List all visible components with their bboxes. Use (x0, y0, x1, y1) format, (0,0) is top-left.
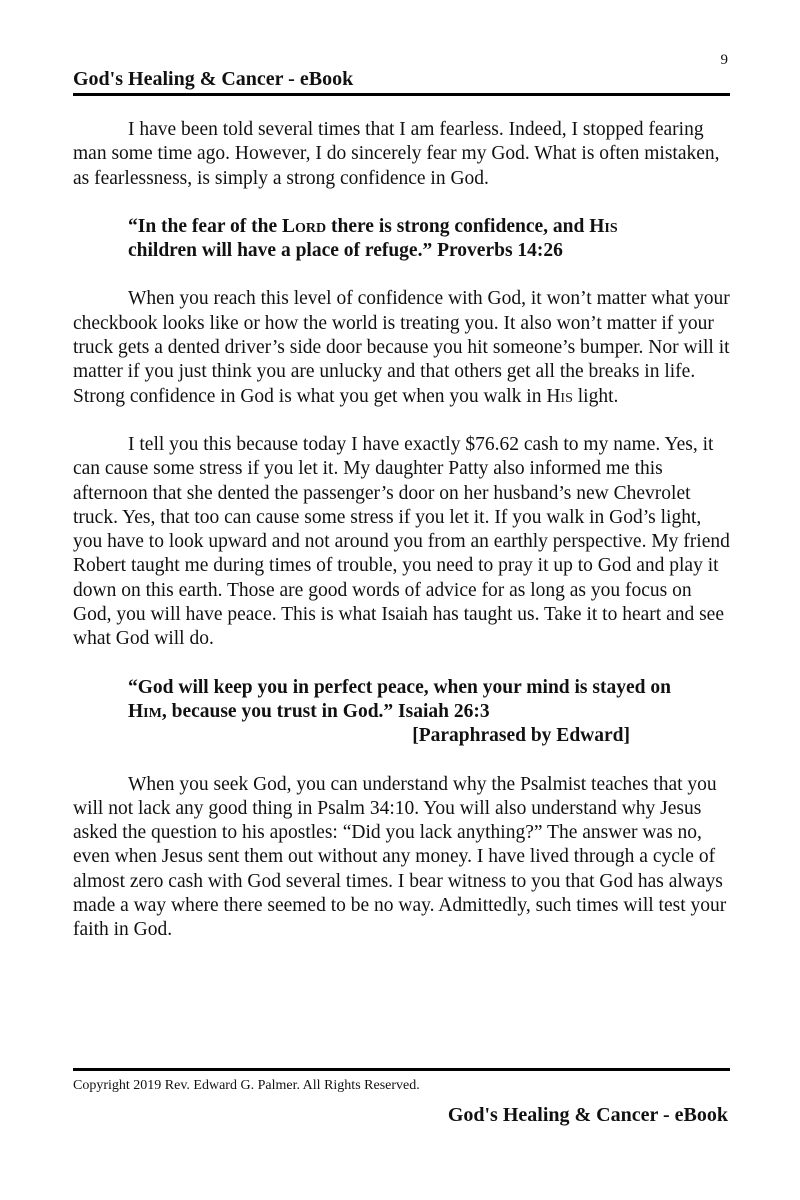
quote-proverbs-part3: children will have a place of refuge.” Proverbs 14:26 (128, 240, 563, 262)
quote-proverbs-part1: “In the fear of the (128, 215, 282, 237)
footer-divider (73, 1068, 730, 1071)
paragraph-confidence-part2: light. (572, 385, 619, 407)
paragraph-seek-god: When you seek God, you can understand why the Psalmist teaches that you will not lack any good thing in Psalm 34:10. You will also understand why Jesus asked the question to his apostles: “Did you lack anything?” The answer was no, even when Jesus sent them out without any money. I have lived through a cycle of almost zero cash with God several times. I bear witness to you that God has always made a way where there seemed to be no way. Admittedly, such times will test your faith in God. (73, 773, 727, 941)
quote-isaiah-part2: , because you trust in God.” Isaiah 26:3 (161, 700, 490, 722)
paragraph-confidence-part1: When you reach this level of confidence with God, it won’t matter what your checkbook looks like or how the world is treating you. It also won’t matter if your truck gets a dented driver’s side door because you hit someone’s bumper. Nor will it matter if you just think you are unlucky and that others get all the breaks in life. Strong confidence in God is what you get when you walk in (73, 288, 730, 407)
header-title: God's Healing & Cancer - eBook (73, 68, 354, 90)
page-content (73, 118, 730, 967)
quote-proverbs-lord: Lord (282, 215, 327, 237)
header-divider (73, 93, 730, 96)
footer-title: God's Healing & Cancer - eBook (447, 1104, 728, 1126)
quote-isaiah (73, 676, 730, 749)
quote-isaiah-attribution: [Paraphrased by Edward] (412, 725, 630, 747)
page-number: 9 (720, 52, 728, 68)
footer-copyright: Copyright 2019 Rev. Edward G. Palmer. All Rights Reserved. (73, 1078, 420, 1093)
quote-proverbs-his: His (589, 215, 618, 237)
quote-proverbs (73, 215, 730, 264)
quote-proverbs-part2: there is strong confidence, and (326, 215, 590, 237)
quote-isaiah-part1: “God will keep you in perfect peace, when your mind is stayed on (128, 676, 671, 698)
paragraph-confidence-his: His (546, 385, 573, 407)
quote-isaiah-him: Him (128, 700, 162, 722)
paragraph-fearless: I have been told several times that I am fearless. Indeed, I stopped fearing man some time ago. However, I do sincerely fear my God. What is often mistaken, as fearlessness, is simply a strong confidence in God. (73, 119, 720, 189)
paragraph-cash: I tell you this because today I have exactly $76.62 cash to my name. Yes, it can cause some stress if you let it. My daughter Patty also informed me this afternoon that she dented the passenger’s door on her husband’s new Chevrolet truck. Yes, that too can cause some stress if you let it. If you walk in God’s light, you have to look upward and not around you from an earthly perspective. My friend Robert taught me during times of trouble, you need to pray it up to God and play it down on this earth. Those are good words of advice for as long as you focus on God, you will have peace. This is what Isaiah has taught us. Take it to heart and see what God will do. (73, 433, 730, 650)
paragraph-confidence (73, 287, 730, 408)
